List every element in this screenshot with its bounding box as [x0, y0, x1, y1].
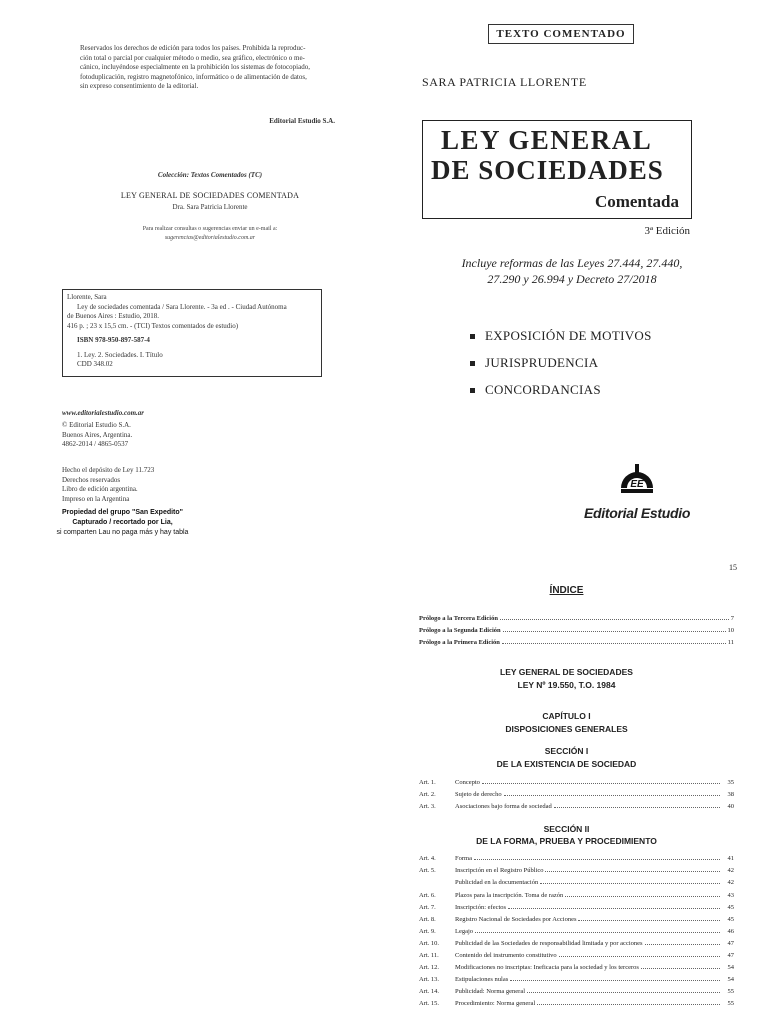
law-title: LEY GENERAL DE SOCIEDADES — [500, 667, 633, 677]
chapter-label: CAPÍTULO I — [542, 711, 591, 721]
note-line: Capturado / recortado por Lia, — [72, 519, 173, 526]
publisher-logo-icon — [618, 458, 656, 494]
copyright-line: sin expreso consentimiento de la editorial. — [80, 82, 199, 90]
edition: 3ª Edición — [644, 225, 690, 237]
copyright-line: ción total o parcial por cualquier método o medio, sea gráfico, electrónico o me- — [80, 53, 305, 62]
feature-item: EXPOSICIÓN DE MOTIVOS — [470, 328, 652, 344]
scan-note — [20, 508, 225, 538]
address-line: © Editorial Estudio S.A. — [62, 421, 131, 429]
copyright-line: Reservados los derechos de edición para todos los países. Prohibida la reproduc- — [80, 44, 306, 52]
toc-row[interactable]: Art. 4. Forma 41 — [419, 855, 734, 862]
toc-row[interactable]: Art. 5. Inscripción en el Registro Público 42 — [419, 867, 734, 874]
toc-row[interactable]: Art. 3. Asociaciones bajo forma de sociedad 40 — [419, 803, 734, 810]
feature-item: CONCORDANCIAS — [470, 382, 601, 398]
toc-row[interactable]: Art. 12. Modificaciones no inscriptas: Ineficacia para la sociedad y los terceros 54 — [419, 964, 734, 971]
toc-prologue[interactable]: Prólogo a la Tercera Edición 7 — [419, 615, 734, 622]
section-title: DE LA FORMA, PRUEBA Y PROCEDIMIENTO — [476, 836, 657, 846]
bullet-icon — [470, 388, 475, 393]
toc-row[interactable]: Art. 7. Inscripción: efectos 45 — [419, 904, 734, 911]
contact-info — [60, 225, 360, 243]
copyright-line: cánico, incluyéndose especialmente en la prohibición los sistemas de fotocopiado, — [80, 63, 310, 71]
title-line-2: DE SOCIEDADES — [431, 155, 664, 185]
section-title: DE LA EXISTENCIA DE SOCIEDAD — [496, 759, 637, 769]
legal-line: Hecho el depósito de Ley 11.723 — [62, 466, 155, 474]
toc-row[interactable]: Art. 8. Registro Nacional de Sociedades por Acciones 45 — [419, 916, 734, 923]
toc-row[interactable]: Art. 9. Legajo 46 — [419, 928, 734, 935]
legal-line: Libro de edición argentina. — [62, 485, 138, 493]
author-line: Dra. Sara Patricia Llorente — [172, 203, 248, 211]
law-number: LEY Nº 19.550, T.O. 1984 — [517, 680, 616, 690]
toc-row[interactable]: Art. 11. Contenido del instrumento constitutivo 47 — [419, 952, 734, 959]
catalog-line: Llorente, Sara — [67, 293, 107, 301]
toc-row[interactable]: Publicidad en la documentación 42 — [455, 879, 734, 886]
contact-line: Para realizar consultas o sugerencias enviar un e-mail a: — [142, 226, 278, 232]
reforms-note — [434, 255, 710, 287]
toc-row[interactable]: Art. 2. Sujeto de derecho 38 — [419, 791, 734, 798]
index-heading: ÍNDICE — [549, 585, 584, 596]
reforms-line: 27.290 y 26.994 y Decreto 27/2018 — [487, 272, 657, 286]
logo-mark: EE — [630, 479, 644, 490]
legal-block — [62, 466, 312, 504]
section-label: SECCIÓN II — [543, 824, 590, 834]
toc-row[interactable]: Art. 15. Procedimiento: Norma general 55 — [419, 1000, 734, 1007]
note-line: Propiedad del grupo "San Expedito" — [62, 509, 183, 516]
address-line: 4862-2014 / 4865-0537 — [62, 440, 129, 448]
section-label: SECCIÓN I — [544, 746, 589, 756]
index-page — [395, 545, 738, 1024]
legal-line: Impreso en la Argentina — [62, 494, 130, 503]
cdd: CDD 348.02 — [77, 360, 113, 368]
catalog-line: 416 p. ; 23 x 15,5 cm. - (TCI) Textos comentados de estudio) — [67, 321, 239, 330]
legal-line: Derechos reservados — [62, 475, 121, 484]
title-subtitle: Comentada — [594, 192, 679, 211]
address-block — [62, 421, 312, 450]
chapter-title: DISPOSICIONES GENERALES — [505, 724, 628, 734]
publisher-signature: Editorial Estudio S.A. — [269, 117, 335, 125]
cover-page — [384, 0, 768, 545]
catalog-card — [62, 289, 322, 377]
contact-email: sugerencias@editorialestudio.com.ar — [164, 235, 256, 241]
feature-item: JURISPRUDENCIA — [470, 355, 598, 371]
copyright-notice — [80, 44, 355, 92]
toc-row[interactable]: Art. 6. Plazos para la inscripción. Toma de razón 43 — [419, 892, 734, 899]
publisher-name: Editorial Estudio — [584, 505, 691, 521]
series-label: TEXTO COMENTADO — [488, 24, 634, 44]
book-title: LEY GENERAL DE SOCIEDADES COMENTADA — [120, 191, 300, 200]
collection-name: Colección: Textos Comentados (TC) — [157, 171, 263, 179]
toc-row[interactable]: Art. 14. Publicidad: Norma general 55 — [419, 988, 734, 995]
title-line-1: LEY GENERAL — [441, 125, 653, 155]
website: www.editorialestudio.com.ar — [62, 409, 144, 417]
toc-row[interactable]: Art. 13. Estipulaciones nulas 54 — [419, 976, 734, 983]
catalog-line: Ley de sociedades comentada / Sara Llorente. - 3a ed . - Ciudad Autónoma — [77, 302, 287, 311]
catalog-line: de Buenos Aires : Estudio, 2018. — [67, 312, 159, 320]
bullet-icon — [470, 334, 475, 339]
address-line: Buenos Aires, Argentina. — [62, 430, 133, 439]
title-box — [422, 120, 692, 219]
copyright-page — [0, 0, 384, 550]
isbn: ISBN 978-950-897-587-4 — [77, 336, 150, 344]
bullet-icon — [470, 361, 475, 366]
subjects: 1. Ley. 2. Sociedades. I. Título — [77, 350, 163, 359]
toc-prologue[interactable]: Prólogo a la Segunda Edición 10 — [419, 627, 734, 634]
note-line: si comparten Lau no paga más y hay tabla — [56, 529, 189, 536]
toc-row[interactable]: Art. 10. Publicidad de las Sociedades de responsabilidad limitada y por acciones 47 — [419, 940, 734, 947]
page-number: 15 — [729, 563, 737, 572]
toc-row[interactable]: Art. 1. Concepto 35 — [419, 779, 734, 786]
copyright-line: fotoduplicación, registro magnetofónico, informático o de alimentación de datos, — [80, 72, 307, 81]
cover-author: SARA PATRICIA LLORENTE — [422, 75, 587, 89]
reforms-line: Incluye reformas de las Leyes 27.444, 27.440, — [461, 256, 683, 270]
toc-prologue[interactable]: Prólogo a la Primera Edición 11 — [419, 639, 734, 646]
